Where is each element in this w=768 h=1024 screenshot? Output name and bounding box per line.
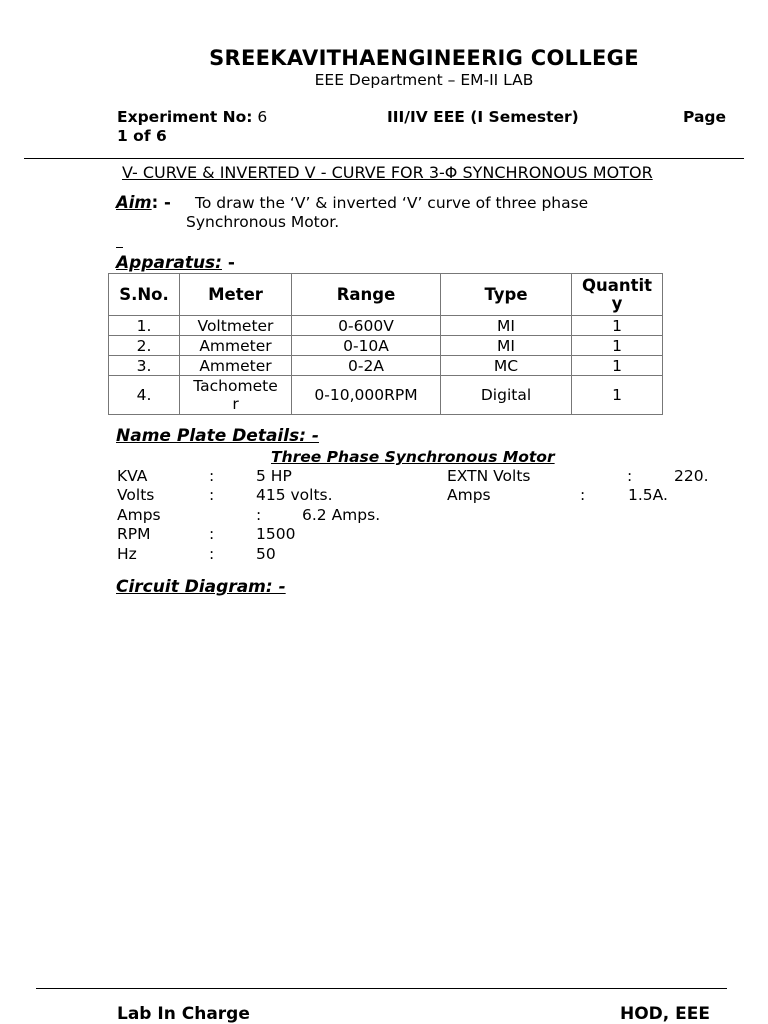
- apparatus-table: [108, 273, 663, 415]
- table-row: [109, 336, 663, 356]
- header-quantity-part1: Quantit: [581, 275, 653, 295]
- amps-colon: :: [256, 506, 262, 524]
- header-range: Range: [292, 274, 441, 316]
- cell-quantity: 1: [572, 336, 663, 356]
- cell-meter-part2: r: [232, 395, 239, 413]
- table-row: [109, 356, 663, 376]
- hz-label: Hz: [117, 545, 137, 563]
- experiment-label: Experiment No:: [117, 108, 253, 126]
- kva-label: KVA: [117, 467, 148, 485]
- cell-quantity: 1: [572, 316, 663, 336]
- footer-rule: [36, 988, 727, 989]
- kva-value: 5 HP: [256, 467, 292, 485]
- extn-amps-value: 1.5A.: [628, 486, 668, 504]
- extn-volts-colon: :: [627, 467, 633, 485]
- apparatus-separator: -: [221, 253, 235, 273]
- department-line: EEE Department – EM-II LAB: [314, 71, 534, 89]
- header-sno: S.No.: [109, 274, 180, 316]
- cell-range: 0-10A: [292, 336, 441, 356]
- cell-range: 0-2A: [292, 356, 441, 376]
- extn-volts-value: 220.: [674, 467, 709, 485]
- header-rule: [24, 158, 744, 159]
- extn-volts-label: EXTN Volts: [447, 467, 531, 485]
- nameplate-subtitle: Three Phase Synchronous Motor: [271, 448, 555, 466]
- cell-type: MC: [441, 356, 572, 376]
- aim-line-2: Synchronous Motor.: [186, 213, 340, 231]
- cell-type: MI: [441, 316, 572, 336]
- experiment-title: V- CURVE & INVERTED V - CURVE FOR 3-Φ SYNCHRONOUS MOTOR: [122, 163, 653, 182]
- hz-value: 50: [256, 545, 276, 563]
- cell-range: 0-10,000RPM: [292, 376, 441, 415]
- aim-line-1: To draw the ‘V’ & inverted ‘V’ curve of three phase: [195, 194, 589, 212]
- header-type: Type: [441, 274, 572, 316]
- cell-meter: Voltmeter: [180, 316, 292, 336]
- cell-sno: 2.: [109, 336, 180, 356]
- lab-in-charge: Lab In Charge: [117, 1004, 250, 1024]
- volts-value: 415 volts.: [256, 486, 333, 504]
- rpm-value: 1500: [256, 525, 296, 543]
- volts-label: Volts: [117, 486, 155, 504]
- kva-colon: :: [209, 467, 215, 485]
- experiment-value: 6: [257, 108, 268, 126]
- nameplate-heading: Name Plate Details: -: [116, 426, 319, 446]
- cell-type: Digital: [441, 376, 572, 415]
- extn-amps-label: Amps: [447, 486, 491, 504]
- header-quantity: [572, 274, 663, 316]
- page-value: 1 of 6: [117, 127, 167, 145]
- cell-sno: 1.: [109, 316, 180, 336]
- cell-quantity: 1: [572, 356, 663, 376]
- hz-colon: :: [209, 545, 215, 563]
- experiment-number: [117, 108, 267, 126]
- cell-meter: Ammeter: [180, 336, 292, 356]
- cell-type: MI: [441, 336, 572, 356]
- apparatus-heading: [116, 253, 235, 273]
- cell-meter: Ammeter: [180, 356, 292, 376]
- amps-value: 6.2 Amps.: [302, 506, 381, 524]
- cell-meter-part1: Tachomete: [193, 377, 278, 395]
- amps-label: Amps: [117, 506, 161, 524]
- rpm-colon: :: [209, 525, 215, 543]
- cell-sno: 3.: [109, 356, 180, 376]
- hod-eee: HOD, EEE: [620, 1004, 711, 1024]
- rpm-label: RPM: [117, 525, 151, 543]
- apparatus-label: Apparatus:: [116, 253, 222, 273]
- page-label: Page: [683, 108, 727, 126]
- volts-colon: :: [209, 486, 215, 504]
- aim-separator: : -: [151, 193, 171, 212]
- table-row: [109, 376, 663, 415]
- cell-quantity: 1: [572, 376, 663, 415]
- header-meter: Meter: [180, 274, 292, 316]
- class-semester: III/IV EEE (I Semester): [387, 108, 579, 126]
- circuit-diagram-heading: Circuit Diagram: -: [116, 577, 286, 597]
- table-header-row: [109, 274, 663, 316]
- table-row: [109, 316, 663, 336]
- cell-meter: [180, 376, 292, 415]
- aim-label: Aim: [116, 193, 152, 212]
- college-name: SREEKAVITHAENGINEERIG COLLEGE: [209, 46, 639, 70]
- cell-range: 0-600V: [292, 316, 441, 336]
- stray-underline: [116, 247, 123, 248]
- header-quantity-part2: y: [611, 293, 623, 313]
- extn-amps-colon: :: [580, 486, 586, 504]
- cell-sno: 4.: [109, 376, 180, 415]
- aim-heading: [116, 193, 171, 212]
